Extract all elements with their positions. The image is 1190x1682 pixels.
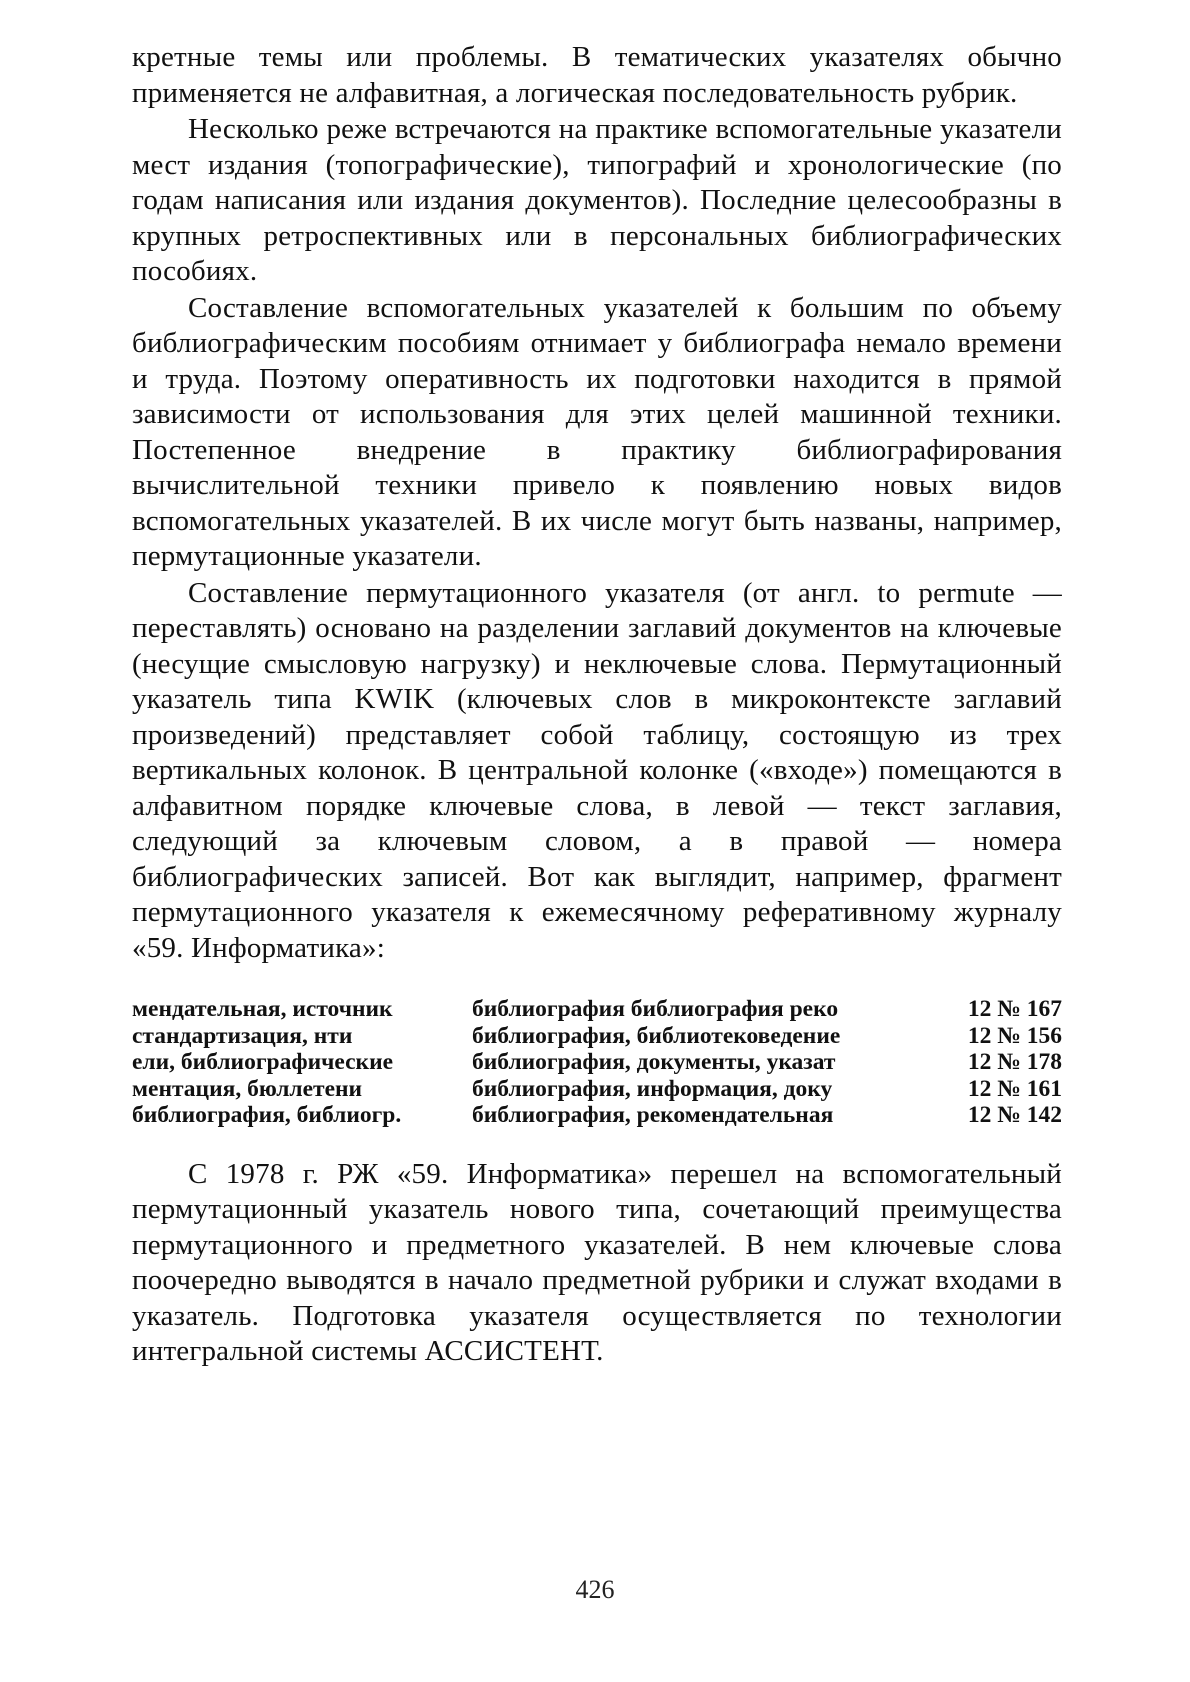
page-number: 426 [575, 1575, 615, 1604]
context-cell: библиография, библиогр. [132, 1102, 402, 1128]
keyword-cell: библиография, документы, указат [472, 1049, 836, 1075]
record-number-cell: 12 № 161 [967, 1075, 1062, 1102]
context-cell: стандартизация, нти [132, 1022, 353, 1049]
context-cell: ели, библиографические [132, 1049, 394, 1075]
record-number-cell: 12 № 142 [967, 1102, 1062, 1128]
keyword-cell: библиография, информация, доку [472, 1075, 833, 1102]
table-row [132, 1049, 1062, 1076]
permutation-index-table [132, 996, 1062, 1129]
paragraph-3: Составление вспомогательных указателей к большим по объему библиографическим пособиям отнимает у библиографа немало времени и труда. Поэтому оперативность их подготовки находится в прямой зависимости от использования для этих целей машинной техники. Постепенное внедрение в практику библиографирования вычислительной техники привело к появлению новых видов вспомогательных указателей. В их числе могут быть названы, например, пермутационные указатели. [132, 291, 1062, 572]
record-number-cell: 12 № 156 [967, 1022, 1062, 1049]
table-row [132, 1102, 1062, 1129]
record-number-cell: 12 № 167 [967, 996, 1062, 1022]
page-content [132, 40, 1062, 1370]
paragraph-2: Несколько реже встречаются на практике вспомогательные указатели мест издания (топографические), типографий и хронологические (по годам написания или издания документов). Последние целесообразны в крупных ретроспективных или в персональных библиографических пособиях. [132, 113, 1062, 287]
table-row [132, 996, 1062, 1023]
keyword-cell: библиография, рекомендательная [472, 1102, 834, 1128]
paragraph-1: кретные темы или проблемы. В тематических указателях обычно применяется не алфавитная, а логическая последовательность рубрик. [132, 41, 1062, 109]
table-row [132, 1023, 1062, 1050]
paragraph-4: Составление пермутационного указателя (от англ. to permute — переставлять) основано на разделении заглавий документов на ключевые (несущие смысловую нагрузку) и неключевые слова. Пермутационный указатель типа KWIK (ключевых слов в микроконтексте заглавий произведений) представляет собой таблицу, состоящую из трех вертикальных колонок. В центральной колонке («входе») помещаются в алфавитном порядке ключевые слова, в левой — текст заглавия, следующий за ключевым словом, а в правой — номера библиографических записей. Вот как выглядит, например, фрагмент пермутационного указателя к ежемесячному реферативному журналу «59. Информатика»: [132, 576, 1062, 964]
keyword-cell: библиография библиография реко [472, 996, 839, 1022]
paragraph-5: С 1978 г. РЖ «59. Информатика» перешел на вспомогательный пермутационный указатель нового типа, сочетающий преимущества пермутационного и предметного указателей. В нем ключевые слова поочередно выводятся в начало предметной рубрики и служат входами в указатель. Подготовка указателя осуществляется по технологии интегральной системы АССИСТЕНТ. [132, 1157, 1062, 1367]
context-cell: ментация, бюллетени [132, 1075, 363, 1102]
record-number-cell: 12 № 178 [967, 1049, 1062, 1075]
keyword-cell: библиография, библиотековедение [472, 1022, 841, 1049]
table-row [132, 1076, 1062, 1103]
context-cell: мендательная, источник [132, 996, 393, 1022]
